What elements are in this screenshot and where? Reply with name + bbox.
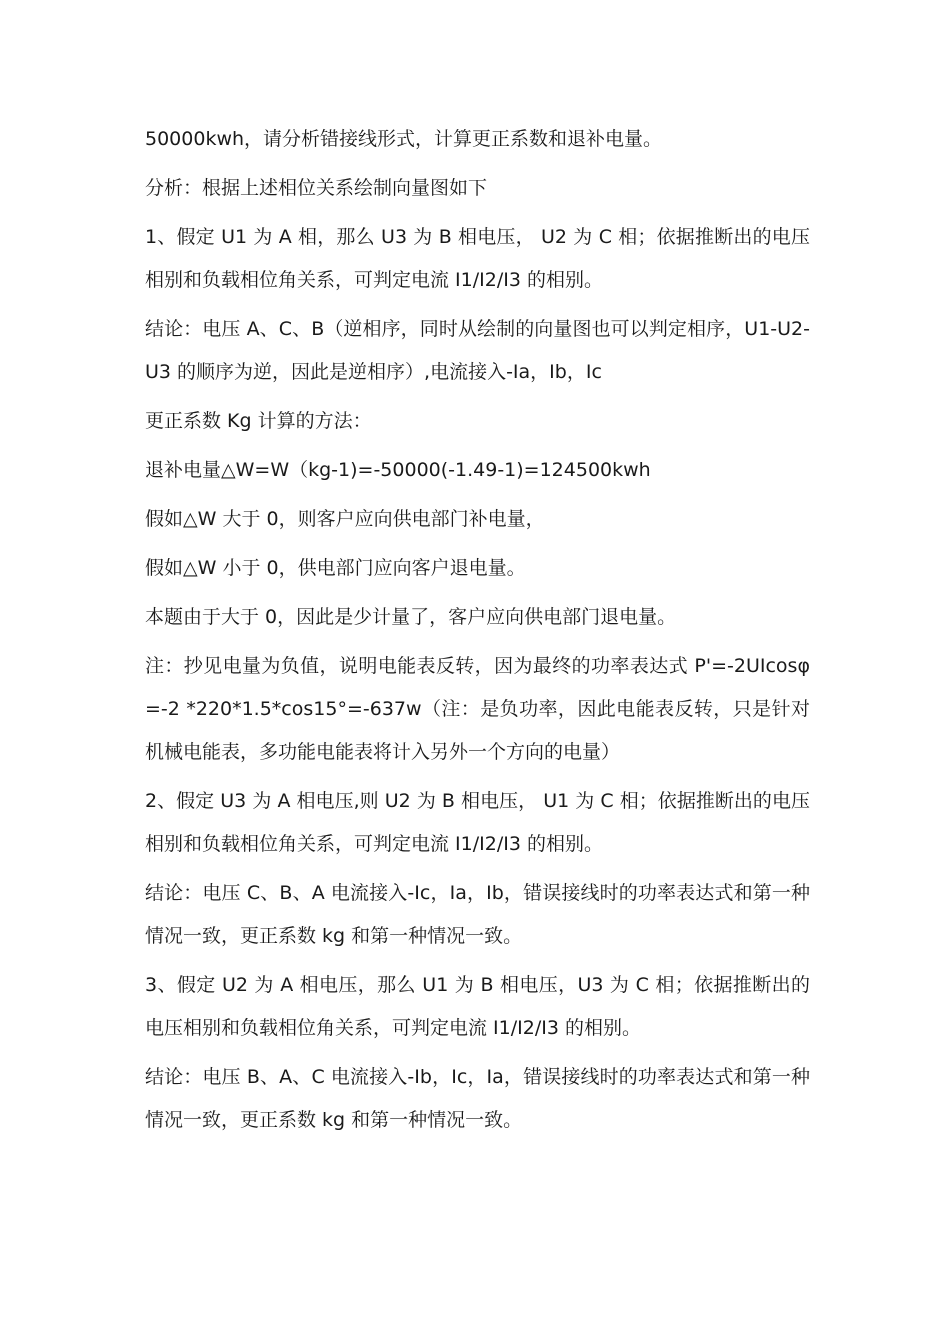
paragraph-kg-method: 更正系数 Kg 计算的方法： — [145, 410, 372, 432]
paragraph-conclusion-3: 结论：电压 B、A、C 电流接入-Ib，Ic，Ia，错误接线时的功率表达式和第一种情况一致，更正系数 kg 和第一种情况一致。 — [145, 1066, 810, 1131]
paragraph-conclusion-2: 结论：电压 C、B、A 电流接入-Ic，Ia，Ib，错误接线时的功率表达式和第一种情况一致，更正系数 kg 和第一种情况一致。 — [145, 882, 810, 947]
paragraph-if-negative: 假如△W 小于 0，供电部门应向客户退电量。 — [145, 557, 526, 579]
paragraph-result: 本题由于大于 0，因此是少计量了，客户应向供电部门退电量。 — [145, 606, 677, 628]
paragraph-case-1: 1、假定 U1 为 A 相，那么 U3 为 B 相电压， U2 为 C 相；依据推断出的电压相别和负载相位角关系，可判定电流 I1/I2/I3 的相别。 — [145, 226, 810, 291]
document-body — [145, 118, 810, 1148]
paragraph-analysis: 分析：根据上述相位关系绘制向量图如下 — [145, 177, 488, 199]
paragraph-case-2: 2、假定 U3 为 A 相电压,则 U2 为 B 相电压， U1 为 C 相；依据推断出的电压相别和负载相位角关系，可判定电流 I1/I2/I3 的相别。 — [145, 790, 810, 855]
paragraph-conclusion-1: 结论：电压 A、C、B（逆相序，同时从绘制的向量图也可以判定相序，U1-U2-U3 的顺序为逆，因此是逆相序）,电流接入-Ia，Ib，Ic — [145, 318, 810, 383]
paragraph-case-3: 3、假定 U2 为 A 相电压，那么 U1 为 B 相电压，U3 为 C 相；依据推断出的电压相别和负载相位角关系，可判定电流 I1/I2/I3 的相别。 — [145, 974, 810, 1039]
paragraph-intro-line: 50000kwh，请分析错接线形式，计算更正系数和退补电量。 — [145, 128, 663, 150]
paragraph-note: 注：抄见电量为负值，说明电能表反转，因为最终的功率表达式 P'=-2UIcosφ=-2 *220*1.5*cos15°=-637w（注：是负功率，因此电能表反转，只是针对机械电能表，多功能电能表将计入另外一个方向的电量） — [145, 655, 810, 763]
paragraph-if-positive: 假如△W 大于 0，则客户应向供电部门补电量， — [145, 508, 545, 530]
paragraph-refund-formula: 退补电量△W=W（kg-1)=-50000(-1.49-1)=124500kwh — [145, 459, 651, 481]
